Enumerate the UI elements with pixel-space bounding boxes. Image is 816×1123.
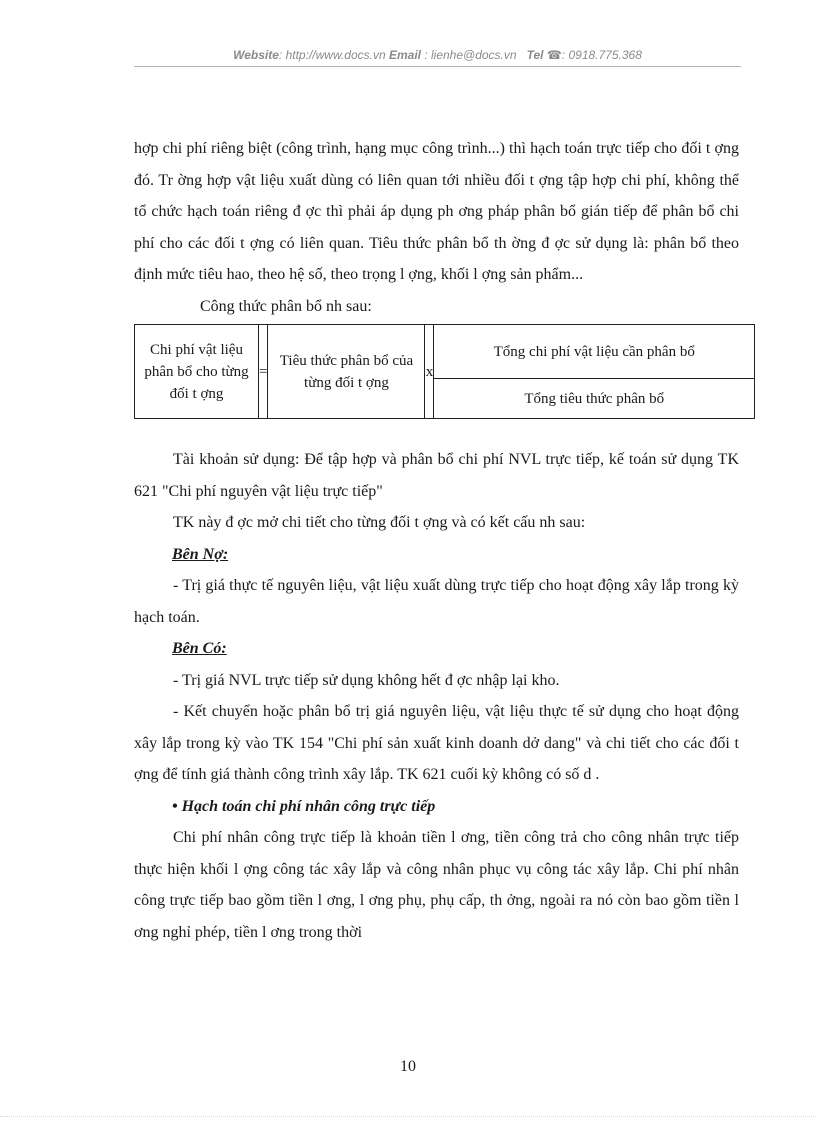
tel-value: : 0918.775.368 [561,48,642,62]
paragraph-credit-item-1: - Trị giá NVL trực tiếp sử dụng không hết đ ợc nhập lại kho. [173,671,560,689]
formula-numerator: Tổng chi phí vật liệu cần phân bổ [434,325,755,379]
page-number: 10 [400,1058,416,1075]
ben-co-heading: Bên Có: [172,640,227,657]
email-label: Email [388,48,421,62]
formula-left-term: Chi phí vật liệu phân bổ cho từng đối t ợng [135,325,259,419]
tel-label: Tel [526,48,544,62]
formula-times: x [425,325,434,419]
document-body [134,133,739,948]
ben-no-heading: Bên Nợ: [172,545,229,563]
paragraph-1: hợp chi phí riêng biệt (công trình, hạng mục công trình...) thì hạch toán trực tiếp cho đối t ợng đó. Tr ờng hợp vật liệu xuất dùng có liên quan tới nhiều đối t ợng tập hợp chi phí, không thể tổ chức hạch toán riêng đ ợc thì phải áp dụng ph ơng pháp phân bổ gián tiếp để phân bổ chi phí cho các đối t ợng có liên quan. Tiêu thức phân bổ th ờng đ ợc sử dụng là: phân bổ theo định mức tiêu hao, theo hệ số, theo trọng l ợng, khối l ợng sản phẩm... [134,140,739,283]
labor-cost-heading [134,791,739,823]
phone-icon: ☎ [546,48,562,62]
formula-equals: = [259,325,268,419]
bullet-icon: • [172,797,178,815]
formula-intro: Công thức phân bổ nh sau: [200,297,372,315]
labor-cost-heading-text: Hạch toán chi phí nhân công trực tiếp [181,797,436,815]
paragraph-credit-item-2: - Kết chuyển hoặc phân bổ trị giá nguyên liệu, vật liệu thực tế sử dụng cho hoạt động xây lắp trong kỳ vào TK 154 "Chi phí sản xuất kinh doanh dở dang" và chi tiết cho các đối t ợng để tính giá thành công trình xây lắp. TK 621 cuối kỳ không có số d . [134,703,739,783]
paragraph-account-usage: Tài khoản sử dụng: Để tập hợp và phân bổ chi phí NVL trực tiếp, kế toán sử dụng TK 621 "Chi phí nguyên vật liệu trực tiếp" [134,451,739,500]
formula-middle-term: Tiêu thức phân bổ của từng đối t ợng [268,325,425,419]
header-divider [134,66,741,67]
paragraph-account-detail: TK này đ ợc mở chi tiết cho từng đối t ợng và có kết cấu nh sau: [173,514,586,531]
website-label: Website [233,48,279,62]
formula-denominator: Tổng tiêu thức phân bổ [434,379,755,419]
page-header [134,48,741,62]
website-value: : http://www.docs.vn [278,48,386,62]
footer-divider [0,1116,816,1117]
email-value: : lienhe@docs.vn [421,48,517,62]
paragraph-labor-cost: Chi phí nhân công trực tiếp là khoản tiền l ơng, tiền công trả cho công nhân trực tiếp thực hiện khối l ợng công tác xây lắp và công nhân phục vụ công tác xây lắp. Chi phí nhân công trực tiếp bao gồm tiền l ơng, l ơng phụ, phụ cấp, th ởng, ngoài ra nó còn bao gồm tiền l ơng nghỉ phép, tiền l ơng trong thời [134,829,739,941]
allocation-formula [134,324,739,419]
paragraph-debit-item: - Trị giá thực tế nguyên liệu, vật liệu xuất dùng trực tiếp cho hoạt động xây lắp trong kỳ hạch toán. [134,577,739,626]
